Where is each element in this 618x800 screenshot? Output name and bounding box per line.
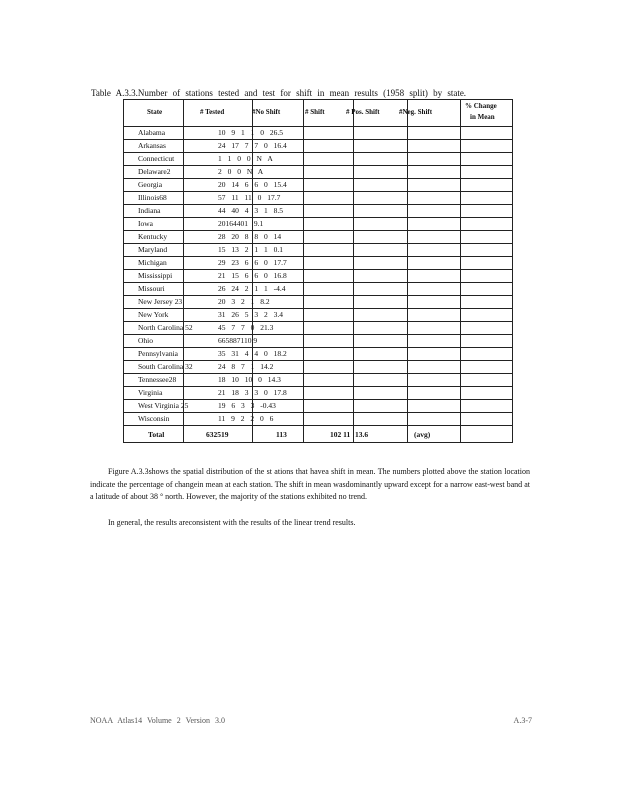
row-state: North Carolina 52 bbox=[138, 323, 193, 332]
total-avg: (avg) bbox=[414, 430, 431, 439]
row-values: 24 17 7 7 0 16.4 bbox=[218, 141, 287, 150]
header-shift: # Shift bbox=[305, 108, 325, 116]
total-tested: 632519 bbox=[206, 430, 229, 439]
body-paragraph-1: Figure A.3.3shows the spatial distribution of the st ations that havea shift in mean. The numbers plotted above the station location indicate the percentage of changein mean at each station. The shift in mean wasdominantly upward except for a narrow east-west band at a latitude of about 38 ° north. However, the majority of the stations exhibited no trend. bbox=[90, 467, 530, 501]
footer-left: NOAA Atlas14 Volume 2 Version 3.0 bbox=[90, 716, 226, 725]
header-no-shift: #No Shift bbox=[252, 108, 281, 116]
row-values: 11 9 2 2 0 6 bbox=[218, 414, 274, 423]
table-row bbox=[124, 321, 512, 335]
row-state: Connecticut bbox=[138, 154, 175, 163]
row-values: 21 15 6 6 0 16.8 bbox=[218, 271, 287, 280]
row-state: Tennessee28 bbox=[138, 375, 177, 384]
row-state: Virginia bbox=[138, 388, 163, 397]
footer-page-number: A.3-7 bbox=[513, 716, 532, 725]
table-row bbox=[124, 126, 512, 140]
total-shift: 102 11 bbox=[330, 430, 351, 439]
row-state: Indiana bbox=[138, 206, 161, 215]
row-values: 20 3 2 1 8.2 bbox=[218, 297, 270, 306]
row-state: Arkansas bbox=[138, 141, 166, 150]
table-row bbox=[124, 191, 512, 205]
body-paragraph-2: In general, the results areconsistent with the results of the linear trend results. bbox=[108, 518, 356, 527]
row-values: 44 40 4 3 1 8.5 bbox=[218, 206, 283, 215]
row-values: 2 0 0 N A bbox=[218, 167, 264, 176]
table-header-row bbox=[124, 100, 512, 127]
row-state: Michigan bbox=[138, 258, 167, 267]
row-state: Pennsylvania bbox=[138, 349, 178, 358]
row-values: 1 1 0 0 N A bbox=[218, 154, 273, 163]
table-row bbox=[124, 178, 512, 192]
header-state: State bbox=[147, 108, 163, 116]
total-no-shift: 113 bbox=[276, 430, 287, 439]
row-values: 18 10 10 0 14.3 bbox=[218, 375, 281, 384]
table-row bbox=[124, 282, 512, 296]
row-values: 24 8 7 1 14.2 bbox=[218, 362, 274, 371]
row-values: 20164401 9.1 bbox=[218, 219, 264, 228]
row-values: 28 20 8 8 0 14 bbox=[218, 232, 282, 241]
row-state: Wisconsin bbox=[138, 414, 170, 423]
header-neg-shift: #Neg. Shift bbox=[399, 108, 433, 116]
row-values: 57 11 11 0 17.7 bbox=[218, 193, 281, 202]
header-tested: # Tested bbox=[200, 108, 225, 116]
table-row bbox=[124, 412, 512, 426]
table-row bbox=[124, 295, 512, 309]
table-row bbox=[124, 399, 512, 413]
table-row bbox=[124, 308, 512, 322]
row-values: 31 26 5 3 2 3.4 bbox=[218, 310, 283, 319]
total-label: Total bbox=[148, 430, 165, 439]
table-row bbox=[124, 152, 512, 166]
row-state: Illinois68 bbox=[138, 193, 167, 202]
header-pct-change: % Change bbox=[465, 102, 497, 110]
table-row bbox=[124, 373, 512, 387]
table-row bbox=[124, 243, 512, 257]
row-state: Missouri bbox=[138, 284, 165, 293]
row-state: South Carolina 32 bbox=[138, 362, 193, 371]
table-row bbox=[124, 230, 512, 244]
row-state: New York bbox=[138, 310, 169, 319]
row-values: 10 9 1 1 0 26.5 bbox=[218, 128, 283, 137]
header-pos-shift: # Pos. Shift bbox=[346, 108, 380, 116]
row-state: Ohio bbox=[138, 336, 153, 345]
row-state: Kentucky bbox=[138, 232, 168, 241]
row-state: Georgia bbox=[138, 180, 163, 189]
table-row bbox=[124, 386, 512, 400]
table-row bbox=[124, 256, 512, 270]
row-values: 35 31 4 4 0 18.2 bbox=[218, 349, 287, 358]
row-values: 45 7 7 0 21.3 bbox=[218, 323, 274, 332]
header-pct-change-2: in Mean bbox=[470, 113, 495, 121]
table-row bbox=[124, 360, 512, 374]
row-values: 665887110.9 bbox=[218, 336, 258, 345]
row-values: 15 13 2 1 1 0.1 bbox=[218, 245, 283, 254]
table-row bbox=[124, 204, 512, 218]
row-state: Mississippi bbox=[138, 271, 173, 280]
row-values: 19 6 3 3 -0.43 bbox=[218, 401, 276, 410]
row-state: Delaware2 bbox=[138, 167, 171, 176]
row-values: 29 23 6 6 0 17.7 bbox=[218, 258, 287, 267]
row-values: 20 14 6 6 0 15.4 bbox=[218, 180, 287, 189]
total-row bbox=[124, 426, 512, 443]
table-row bbox=[124, 217, 512, 231]
table-row bbox=[124, 347, 512, 361]
row-values: 26 24 2 1 1 -4.4 bbox=[218, 284, 286, 293]
results-table bbox=[123, 99, 513, 443]
row-state: Iowa bbox=[138, 219, 153, 228]
row-values: 21 18 3 3 0 17.8 bbox=[218, 388, 287, 397]
row-state: Alabama bbox=[138, 128, 166, 137]
row-state: New Jersey 23 bbox=[138, 297, 183, 306]
table-row bbox=[124, 139, 512, 153]
table-row bbox=[124, 269, 512, 283]
table-row bbox=[124, 165, 512, 179]
row-state: Maryland bbox=[138, 245, 168, 254]
total-pos-shift: 13.6 bbox=[355, 430, 369, 439]
table-caption: Table A.3.3.Number of stations tested and test for shift in mean results (1958 split) by state. bbox=[91, 88, 467, 98]
table-row bbox=[124, 334, 512, 348]
row-state: West Virginia 25 bbox=[138, 401, 189, 410]
